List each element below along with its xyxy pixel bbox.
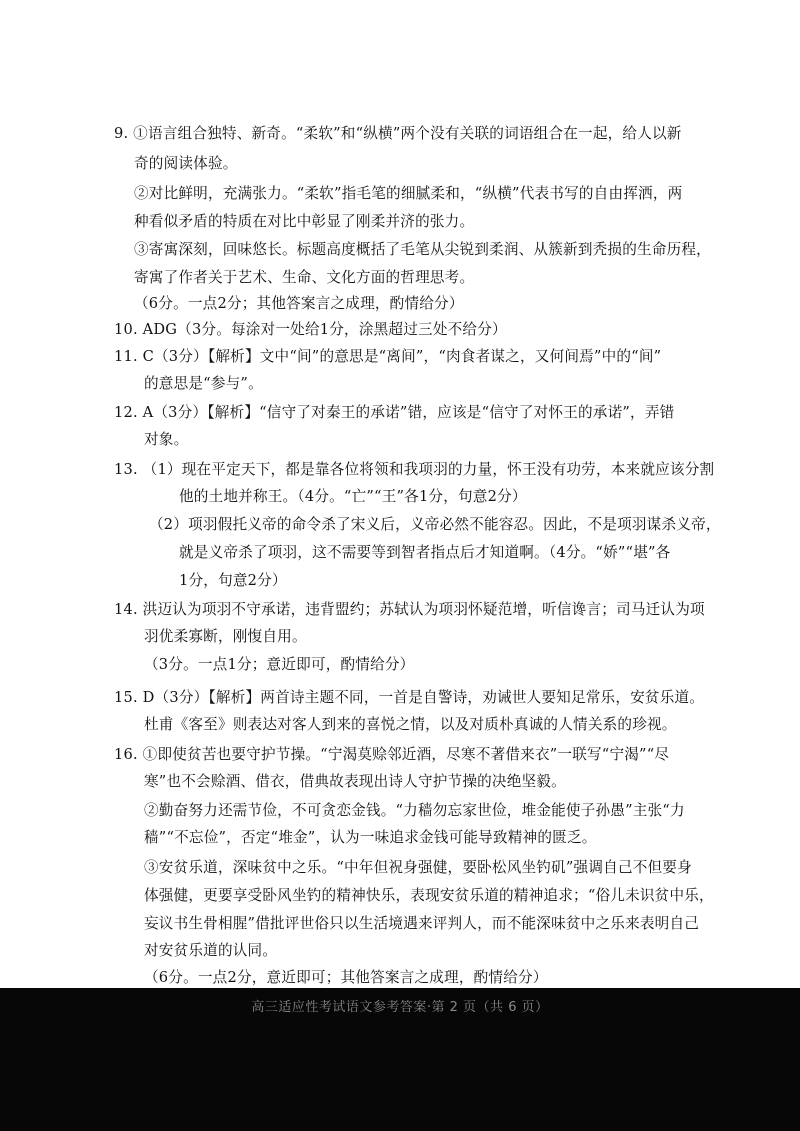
q9-line-5: ③寄寓深刻，回味悠长。标题高度概括了毛笔从尖锐到柔润、从簇新到秃损的生命历程， [134, 241, 711, 258]
q12-line-1: 12. A（3分）【解析】“信守了对秦王的承诺”错，应该是“信守了对怀王的承诺”，弄错 [114, 404, 675, 421]
q15-line-2: 杜甫《客至》则表达对客人到来的喜悦之情，以及对质朴真诚的人情关系的珍视。 [144, 716, 677, 733]
q11-line-1: 11. C（3分）【解析】文中“间”的意思是“离间”，“肉食者谋之，又何间焉”中的“间” [114, 348, 662, 365]
q16-line-1: 16. ①即使贫苦也要守护节操。“宁渴莫赊邻近酒，尽寒不著借来衣”一联写“宁渴”“尽 [114, 746, 670, 763]
q16-line-4: 穑”“不忘俭”，否定“堆金”，认为一味追求金钱可能导致精神的匮乏。 [144, 829, 597, 846]
q9-line-3: ②对比鲜明，充满张力。“柔软”指毛笔的细腻柔和，“纵横”代表书写的自由挥洒，两 [134, 185, 683, 202]
q9-score-note: （6分。一点2分；其他答案言之成理，酌情给分） [134, 295, 464, 312]
q16-line-2: 寒”也不会赊酒、借衣，借典故表现出诗人守护节操的决绝坚毅。 [144, 773, 566, 790]
q13-line-3: （2）项羽假托义帝的命令杀了宋义后，义帝必然不能容忍。因此，不是项羽谋杀义帝， [149, 516, 721, 533]
q9-line-1: 9. ①语言组合独特、新奇。“柔软”和“纵横”两个没有关联的词语组合在一起，给人以新 [114, 125, 682, 142]
q16-line-8: 对安贫乐道的认同。 [144, 942, 278, 959]
q14-line-1: 14. 洪迈认为项羽不守承诺，违背盟约；苏轼认为项羽怀疑范增，听信谗言；司马迁认为项 [114, 601, 705, 618]
q9-line-6: 寄寓了作者关于艺术、生命、文化方面的哲理思考。 [134, 269, 475, 286]
q13-line-5: 1分，句意2分） [179, 572, 287, 589]
q12-line-2: 对象。 [144, 431, 189, 448]
q14-line-2: 羽优柔寡断，刚愎自用。 [144, 628, 307, 645]
q11-line-2: 的意思是“参与”。 [144, 375, 263, 392]
q13-line-2: 他的土地并称王。（4分。“亡”“王”各1分，句意2分） [179, 488, 527, 505]
q16-line-7: 妄议书生骨相腥”借批评世俗只以生活境遇来评判人，而不能深味贫中之乐来表明自己 [144, 915, 700, 932]
q16-line-3: ②勤奋努力还需节俭，不可贪恋金钱。“力穑勿忘家世俭，堆金能使子孙愚”主张“力 [144, 802, 685, 819]
page-footer: 高三适应性考试语文参考答案·第 2 页（共 6 页） [251, 1000, 549, 1015]
q15-line-1: 15. D（3分）【解析】两首诗主题不同，一首是自警诗，劝诫世人要知足常乐，安贫乐道。 [114, 689, 705, 706]
q14-score-note: （3分。一点1分；意近即可，酌情给分） [144, 656, 415, 673]
q9-line-2: 奇的阅读体验。 [134, 155, 238, 172]
q16-line-6: 体强健，更要享受卧风坐钓的精神快乐，表现安贫乐道的精神追求；“俗儿未识贫中乐， [144, 887, 714, 904]
q9-line-4: 种看似矛盾的特质在对比中彰显了刚柔并济的张力。 [134, 213, 475, 230]
q16-score-note: （6分。一点2分，意近即可；其他答案言之成理，酌情给分） [144, 969, 548, 986]
q13-line-4: 就是义帝杀了项羽，这不需要等到智者指点后才知道啊。（4分。“娇”“堪”各 [179, 544, 671, 561]
q16-line-5: ③安贫乐道，深味贫中之乐。“中年但祝身强健，要卧松风坐钓矶”强调自己不但要身 [144, 859, 692, 876]
q13-line-1: 13. （1）现在平定天下，都是靠各位将领和我项羽的力量，怀王没有功劳，本来就应该分割 [114, 461, 715, 478]
q10-line-1: 10. ADG（3分。每涂对一处给1分，涂黑超过三处不给分） [114, 321, 507, 338]
